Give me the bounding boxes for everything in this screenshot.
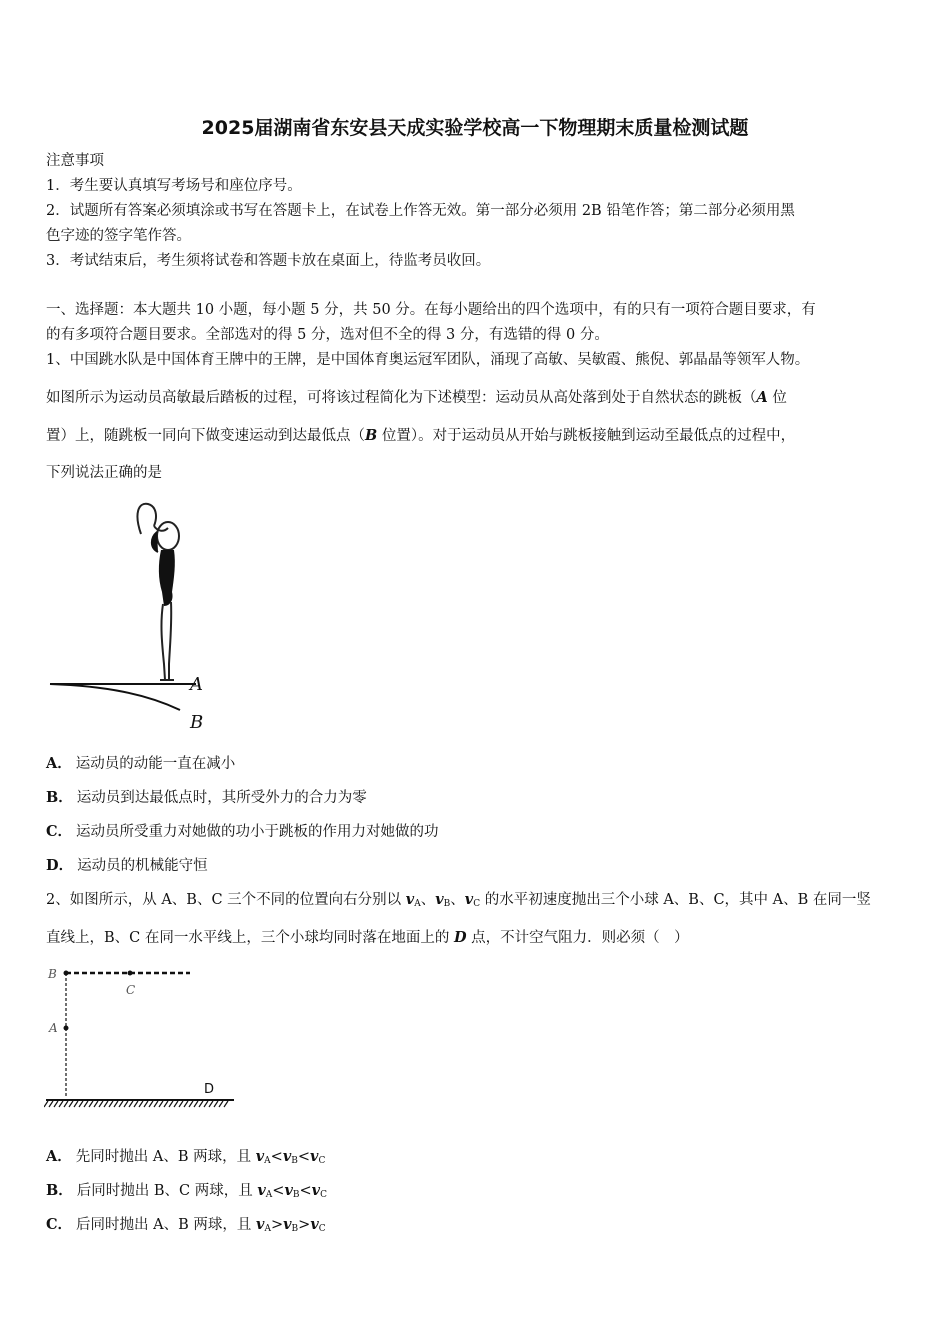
hatch-mark bbox=[194, 1101, 198, 1107]
hatch-mark bbox=[189, 1101, 193, 1107]
q1-option-b: B． 运动员到达最低点时，其所受外力的合力为零 bbox=[46, 789, 367, 806]
question-1-line: 下列说法正确的是 bbox=[46, 465, 162, 481]
hatch-mark bbox=[69, 1101, 73, 1107]
hatch-mark bbox=[104, 1101, 108, 1107]
label-c: C bbox=[126, 983, 136, 997]
diver-hair bbox=[152, 532, 158, 552]
hatch-mark bbox=[124, 1101, 128, 1107]
point-a bbox=[64, 1026, 69, 1031]
diver-leg bbox=[169, 602, 171, 680]
hatch-mark bbox=[169, 1101, 173, 1107]
hatch-mark bbox=[154, 1101, 158, 1107]
hatch-mark bbox=[209, 1101, 213, 1107]
q1-option-c: C． 运动员所受重力对她做的功小于跳板的作用力对她做的功 bbox=[46, 823, 439, 840]
hatch-mark bbox=[179, 1101, 183, 1107]
hatch-mark bbox=[109, 1101, 113, 1107]
hatch-mark bbox=[164, 1101, 168, 1107]
hatch-mark bbox=[94, 1101, 98, 1107]
label-b: B bbox=[190, 712, 204, 733]
diver-figure bbox=[46, 494, 226, 734]
projectile-figure bbox=[44, 962, 244, 1112]
q2-option-a: A． 先同时抛出 A、B 两球，且 $v_A<v_B<v_C$ bbox=[46, 1148, 326, 1166]
hatch-mark bbox=[114, 1101, 118, 1107]
notice-heading: 注意事项 bbox=[46, 153, 104, 169]
label-b: B bbox=[48, 967, 57, 981]
notice-item: 1．考生要认真填写考场号和座位序号。 bbox=[46, 178, 302, 194]
hatch-mark bbox=[49, 1101, 53, 1107]
hatch-mark bbox=[149, 1101, 153, 1107]
diver-arm bbox=[137, 504, 156, 534]
hatch-mark bbox=[119, 1101, 123, 1107]
label-d: D bbox=[204, 1082, 215, 1097]
hatch-mark bbox=[199, 1101, 203, 1107]
diver-leg bbox=[161, 604, 165, 680]
question-2-line: 直线上，B、C 在同一水平线上，三个小球均同时落在地面上的 D 点，不计空气阻力．则必须（ ） bbox=[46, 929, 689, 946]
hatch-mark bbox=[59, 1101, 63, 1107]
question-2-line: 2、如图所示，从 A、B、C 三个不同的位置向右分别以 $v_A$、$v_B$、$v_C$ 的水平初速度抛出三个小球 A、B、C，其中 A、B 在同一竖 bbox=[46, 891, 871, 909]
hatch-mark bbox=[54, 1101, 58, 1107]
hatch-mark bbox=[99, 1101, 103, 1107]
q2-option-c: C． 后同时抛出 A、B 两球，且 $v_A>v_B>v_C$ bbox=[46, 1216, 326, 1234]
notice-item: 色字迹的签字笔作答。 bbox=[46, 228, 191, 244]
label-a: A bbox=[49, 1021, 58, 1035]
notice-item: 2．试题所有答案必须填涂或书写在答题卡上，在试卷上作答无效。第一部分必须用 2B 铅笔作答；第二部分必须用黑 bbox=[46, 203, 795, 219]
hatch-mark bbox=[204, 1101, 208, 1107]
notice-item: 3．考试结束后，考生须将试卷和答题卡放在桌面上，待监考员收回。 bbox=[46, 253, 491, 269]
diver-head bbox=[157, 522, 179, 550]
hatch-mark bbox=[129, 1101, 133, 1107]
hatch-mark bbox=[224, 1101, 228, 1107]
question-1-line: 如图所示为运动员高敏最后踏板的过程，可将该过程简化为下述模型：运动员从高处落到处于自然状态的跳板（A 位 bbox=[46, 389, 787, 406]
question-1-line: 置）上，随跳板一同向下做变速运动到达最低点（B 位置）。对于运动员从开始与跳板接触到运动至最低点的过程中， bbox=[46, 427, 796, 444]
hatch-mark bbox=[64, 1101, 68, 1107]
diver-swimsuit bbox=[159, 550, 175, 592]
hatch-mark bbox=[214, 1101, 218, 1107]
ground-hatching bbox=[44, 1101, 228, 1107]
hatch-mark bbox=[84, 1101, 88, 1107]
section-intro-line: 的有多项符合题目要求。全部选对的得 5 分，选对但不全的得 3 分，有选错的得 0 分。 bbox=[46, 327, 609, 343]
q1-option-a: A． 运动员的动能一直在减小 bbox=[46, 755, 236, 772]
hatch-mark bbox=[174, 1101, 178, 1107]
q1-option-d: D． 运动员的机械能守恒 bbox=[46, 857, 208, 874]
label-a: A bbox=[190, 674, 203, 695]
hatch-mark bbox=[134, 1101, 138, 1107]
q2-option-b: B． 后同时抛出 B、C 两球，且 $v_A<v_B<v_C$ bbox=[46, 1182, 327, 1200]
springboard-b bbox=[50, 684, 180, 710]
hatch-mark bbox=[139, 1101, 143, 1107]
question-1-line: 1、中国跳水队是中国体育王牌中的王牌，是中国体育奥运冠军团队，涌现了高敏、吴敏霞、熊倪、郭晶晶等领军人物。 bbox=[46, 352, 810, 368]
hatch-mark bbox=[79, 1101, 83, 1107]
hatch-mark bbox=[144, 1101, 148, 1107]
section-intro-line: 一、选择题：本大题共 10 小题，每小题 5 分，共 50 分。在每小题给出的四个选项中，有的只有一项符合题目要求，有 bbox=[46, 302, 816, 318]
hatch-mark bbox=[219, 1101, 223, 1107]
hatch-mark bbox=[74, 1101, 78, 1107]
hatch-mark bbox=[44, 1101, 48, 1107]
point-c bbox=[128, 971, 133, 976]
point-b bbox=[64, 971, 69, 976]
hatch-mark bbox=[184, 1101, 188, 1107]
hatch-mark bbox=[89, 1101, 93, 1107]
hatch-mark bbox=[159, 1101, 163, 1107]
page-title: 2025届湖南省东安县天成实验学校高一下物理期末质量检测试题 bbox=[201, 117, 749, 139]
